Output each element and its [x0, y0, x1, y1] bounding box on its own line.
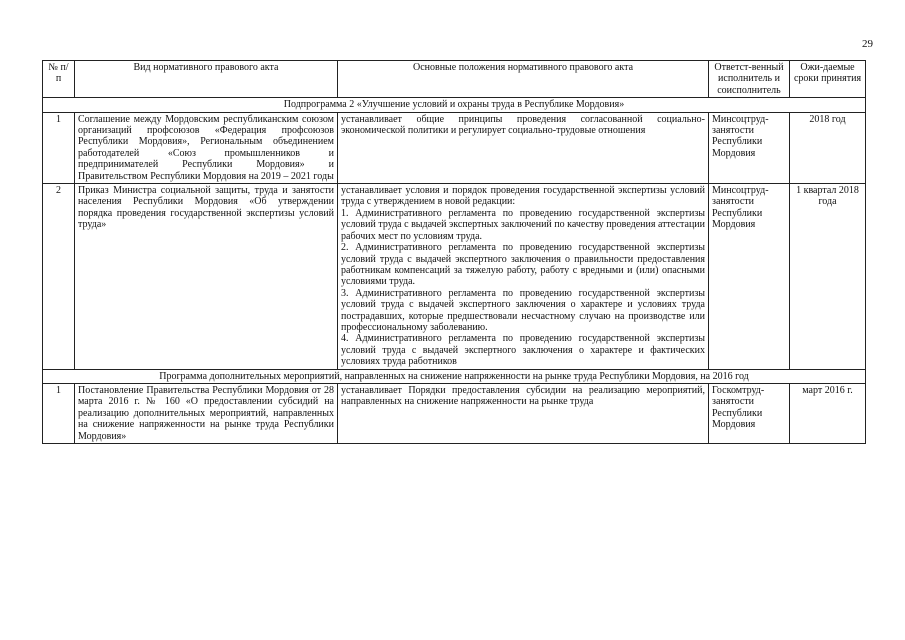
- table-row: [43, 383, 866, 443]
- header-due: Ожи-даемые сроки принятия: [790, 61, 866, 98]
- row-act-type: Приказ Министра социальной защиты, труда и занятости населения Республики Мордовия «Об утверждении порядка проведения государственной экспертизы условий труда»: [75, 184, 338, 370]
- page-number: 29: [862, 38, 873, 50]
- header-responsible: Ответст-венный исполнитель и соисполнитель: [709, 61, 790, 98]
- row-num: 1: [43, 383, 75, 443]
- row-due: 1 квартал 2018 года: [790, 184, 866, 370]
- provision-line: 1. Административного регламента по проведению государственной экспертизы условий труда с выдачей экспертных заключений по качеству проведения аттестации рабочих мест по условиям труда.: [341, 207, 705, 242]
- row-responsible: Минсоцтруд-занятости Республики Мордовия: [709, 112, 790, 183]
- legal-acts-table: [42, 60, 866, 444]
- section-header-row: [43, 369, 866, 383]
- row-num: 2: [43, 184, 75, 370]
- section-title: Программа дополнительных мероприятий, направленных на снижение напряженности на рынке труда Республики Мордовия, на 2016 год: [43, 369, 866, 383]
- table-row: [43, 112, 866, 183]
- provision-line: 4. Административного регламента по проведению государственной экспертизы условий труда с выдачей экспертного заключения о характере и фактических условиях труда работников: [341, 333, 705, 368]
- row-due: март 2016 г.: [790, 383, 866, 443]
- row-num: 1: [43, 112, 75, 183]
- table-row: [43, 184, 866, 370]
- provision-line: устанавливает Порядки предоставления субсидии на реализацию мероприятий, направленных на снижение напряженности на рынке труда: [341, 384, 705, 408]
- row-responsible: Минсоцтруд-занятости Республики Мордовия: [709, 184, 790, 370]
- row-provisions: [338, 184, 709, 370]
- header-provisions: Основные положения нормативного правового акта: [338, 61, 709, 98]
- table-header-row: [43, 61, 866, 98]
- row-provisions: [338, 383, 709, 443]
- row-act-type: Соглашение между Мордовским республиканским союзом организаций профсоюзов «Федерация профсоюзов Республики Мордовия», Региональным объединением работодателей «Союз промышленников и предпринимателей Республики Мордовия» и Правительством Республики Мордовия на 2019 – 2021 годы: [75, 112, 338, 183]
- row-responsible: Госкомтруд-занятости Республики Мордовия: [709, 383, 790, 443]
- provision-line: 3. Административного регламента по проведению государственной экспертизы условий труда с выдачей экспертного заключения о характере и условиях труда пострадавших, которые предшествовали несчастному случаю на производстве или профессиональному заболеванию.: [341, 287, 705, 333]
- header-num: № п/п: [43, 61, 75, 98]
- provision-line: устанавливает условия и порядок проведения государственной экспертизы условий труда с утверждением в новой редакции:: [341, 185, 705, 208]
- section-title: Подпрограмма 2 «Улучшение условий и охраны труда в Республике Мордовия»: [43, 98, 866, 112]
- row-act-type: Постановление Правительства Республики Мордовия от 28 марта 2016 г. № 160 «О предоставлении субсидий на реализацию дополнительных мероприятий, направленных на снижение напряженности на рынке труда Республики Мордовия»: [75, 383, 338, 443]
- row-due: 2018 год: [790, 112, 866, 183]
- header-act-type: Вид нормативного правового акта: [75, 61, 338, 98]
- provision-line: 2. Административного регламента по проведению государственной экспертизы условий труда с выдачей экспертного заключения о правильности предоставления работникам компенсаций за тяжелую работу, работу с вредными и (или) опасными условиями труда.: [341, 242, 705, 288]
- section-header-row: [43, 98, 866, 112]
- provision-line: устанавливает общие принципы проведения согласованной социально-экономической политики и регулирует социально-трудовые отношения: [341, 113, 705, 137]
- row-provisions: [338, 112, 709, 183]
